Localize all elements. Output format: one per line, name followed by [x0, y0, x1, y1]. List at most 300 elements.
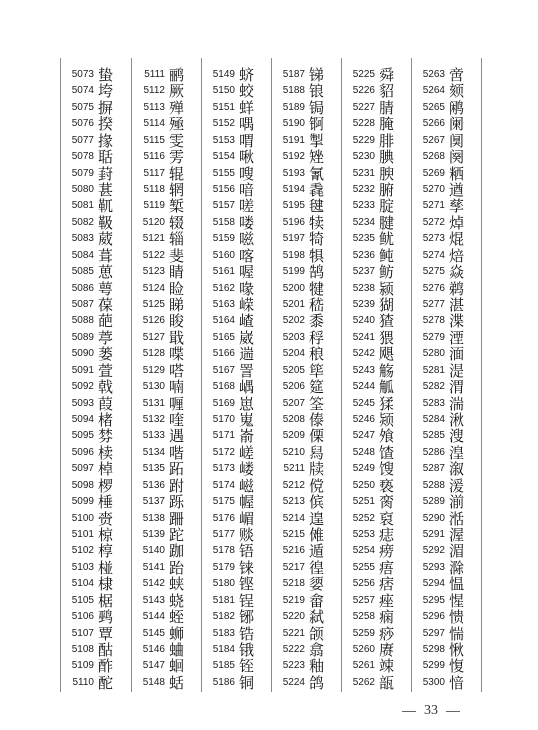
entry-character: 遄 [239, 345, 255, 364]
entry-character: 啾 [239, 148, 255, 167]
entry-number: 5151 [212, 101, 235, 113]
entry-character: 靰 [98, 197, 114, 216]
entry-number: 5255 [352, 561, 375, 573]
entry-number: 5133 [142, 430, 165, 442]
entry-number: 5102 [71, 545, 94, 557]
entry-character: 喙 [239, 279, 255, 298]
entry-number: 5161 [212, 266, 235, 278]
entry-number: 5121 [142, 233, 165, 245]
entry-number: 5179 [212, 561, 235, 573]
entry-character: 蛔 [169, 657, 185, 676]
entry-character: 腱 [379, 213, 395, 232]
entry-number: 5248 [352, 446, 375, 458]
entry-character: 焙 [449, 246, 465, 265]
entry-character: 鱿 [379, 230, 395, 249]
entry-number: 5118 [143, 184, 165, 195]
entry-number: 5127 [142, 331, 165, 343]
entry-number: 5222 [282, 644, 305, 656]
entry-number: 5135 [142, 463, 165, 475]
entry-number: 5204 [282, 348, 305, 360]
entry-character: 蛟 [239, 82, 255, 101]
entry-character: 焜 [449, 230, 465, 249]
entry-character: 嵇 [309, 296, 325, 315]
entry-number: 5129 [142, 364, 165, 376]
entry-character: 赍 [98, 509, 114, 528]
entry-character: 楮 [98, 411, 114, 430]
entry-number: 5149 [212, 69, 235, 80]
entry-character: 睑 [169, 279, 185, 298]
entry-number: 5293 [422, 561, 445, 573]
entry-number: 5261 [352, 660, 375, 672]
entry-number: 5119 [143, 200, 165, 212]
entry-character: 睛 [169, 263, 185, 282]
entry-number: 5154 [212, 151, 235, 163]
entry-number: 5096 [71, 446, 94, 458]
entry-character: 酤 [98, 641, 114, 660]
entry-number: 5099 [71, 496, 94, 508]
entry-number: 5227 [352, 101, 375, 113]
entry-character: 崴 [239, 328, 255, 347]
entry-character: 跗 [169, 476, 185, 495]
entry-character: 嗟 [239, 197, 255, 216]
entry-character: 渭 [449, 378, 465, 397]
entry-number: 5100 [71, 512, 94, 524]
entry-character: 詈 [239, 361, 255, 380]
entry-number: 5299 [422, 660, 445, 672]
entry-number: 5263 [422, 69, 445, 80]
entry-character: 湲 [449, 476, 465, 495]
entry-number: 5211 [283, 463, 305, 475]
table-row [202, 673, 272, 693]
entry-number: 5175 [212, 496, 235, 508]
entry-character: 蛱 [169, 575, 185, 594]
entry-number: 5155 [212, 167, 235, 179]
entry-character: 瓿 [379, 673, 395, 692]
entry-character: 毳 [309, 181, 325, 199]
entry-number: 5117 [143, 167, 165, 179]
entry-number: 5245 [352, 397, 375, 409]
entry-number: 5152 [212, 118, 235, 130]
entry-number: 5131 [142, 397, 165, 409]
entry-number: 5082 [71, 216, 94, 228]
entry-character: 嗞 [239, 230, 255, 249]
entry-number: 5284 [422, 414, 445, 426]
entry-character: 遑 [309, 509, 325, 528]
entry-character: 锆 [239, 624, 255, 643]
entry-number: 5147 [142, 660, 165, 672]
entry-character: 遇 [169, 427, 185, 446]
entry-number: 5273 [422, 233, 445, 245]
entry-character: 铜 [239, 673, 255, 692]
entry-number: 5217 [282, 561, 305, 573]
entry-character: 阑 [449, 115, 465, 134]
table-row [272, 673, 342, 693]
entry-character: 殛 [169, 115, 185, 134]
footer-dash-left [402, 711, 416, 712]
entry-number: 5298 [422, 644, 445, 656]
entry-character: 锇 [239, 641, 255, 660]
entry-character: 湛 [449, 296, 465, 315]
entry-character: 锔 [309, 98, 325, 117]
entry-number: 5205 [282, 364, 305, 376]
entry-character: 摒 [98, 98, 114, 117]
entry-number: 5075 [71, 101, 94, 113]
entry-number: 5191 [282, 134, 305, 146]
character-table [60, 58, 482, 692]
entry-character: 嗖 [239, 164, 255, 183]
entry-number: 5166 [212, 348, 235, 360]
entry-number: 5184 [212, 644, 235, 656]
entry-number: 5197 [282, 233, 305, 245]
table-row [342, 673, 412, 693]
entry-character: 蛲 [169, 591, 185, 610]
entry-number: 5174 [212, 479, 235, 491]
entry-character: 睃 [169, 312, 185, 331]
entry-number: 5260 [352, 644, 375, 656]
entry-character: 垮 [98, 82, 114, 101]
entry-number: 5114 [143, 118, 165, 130]
entry-character: 蛭 [169, 608, 185, 627]
entry-number: 5093 [71, 397, 94, 409]
entry-number: 5264 [422, 85, 445, 97]
entry-number: 5176 [212, 512, 235, 524]
entry-character: 靸 [98, 213, 114, 232]
entry-number: 5266 [422, 118, 445, 130]
entry-character: 喑 [239, 181, 255, 199]
entry-number: 5250 [352, 479, 375, 491]
entry-character: 锑 [309, 66, 325, 84]
entry-character: 鹈 [449, 279, 465, 298]
entry-number: 5083 [71, 233, 94, 245]
entry-number: 5289 [422, 496, 445, 508]
entry-number: 5162 [212, 282, 235, 294]
entry-number: 5232 [352, 184, 375, 195]
entry-character: 葚 [98, 181, 114, 199]
entry-character: 戟 [98, 378, 114, 397]
entry-number: 5079 [71, 167, 94, 179]
entry-character: 惺 [449, 591, 465, 610]
entry-number: 5080 [71, 184, 94, 195]
entry-number: 5190 [282, 118, 305, 130]
entry-number: 5141 [142, 561, 165, 573]
entry-number: 5262 [352, 676, 375, 688]
entry-number: 5203 [282, 331, 305, 343]
entry-number: 5109 [71, 660, 94, 672]
entry-number: 5283 [422, 397, 445, 409]
entry-number: 5189 [282, 101, 305, 113]
entry-character: 棹 [98, 460, 114, 479]
entry-number: 5234 [352, 216, 375, 228]
entry-number: 5275 [422, 266, 445, 278]
entry-character: 猢 [379, 296, 395, 315]
entry-character: 貂 [379, 82, 395, 101]
entry-number: 5218 [282, 578, 305, 590]
entry-character: 酡 [98, 673, 114, 692]
entry-character: 筌 [309, 394, 325, 413]
entry-character: 喽 [239, 213, 255, 232]
entry-character: 愔 [449, 673, 465, 692]
entry-character: 釉 [309, 657, 325, 676]
entry-character: 裒 [379, 509, 395, 528]
entry-number: 5201 [282, 299, 305, 311]
entry-number: 5106 [71, 611, 94, 623]
entry-number: 5112 [143, 85, 165, 97]
entry-character: 酢 [98, 657, 114, 676]
entry-number: 5206 [282, 381, 305, 393]
entry-number: 5199 [282, 266, 305, 278]
entry-number: 5208 [282, 414, 305, 426]
table-column [411, 58, 481, 692]
entry-character: 牍 [309, 460, 325, 479]
entry-number: 5092 [71, 381, 94, 393]
entry-number: 5180 [212, 578, 235, 590]
entry-number: 5279 [422, 331, 445, 343]
entry-character: 铚 [239, 657, 255, 676]
entry-character: 渥 [449, 526, 465, 545]
entry-number: 5085 [71, 266, 94, 278]
entry-number: 5225 [352, 69, 375, 80]
entry-character: 嵎 [239, 378, 255, 397]
entry-number: 5101 [71, 529, 94, 541]
entry-character: 椋 [98, 526, 114, 545]
entry-character: 翕 [309, 641, 325, 660]
entry-number: 5194 [282, 184, 305, 195]
entry-character: 蛞 [169, 673, 185, 692]
entry-number: 5285 [422, 430, 445, 442]
entry-number: 5167 [212, 364, 235, 376]
entry-number: 5150 [212, 85, 235, 97]
entry-character: 稃 [309, 328, 325, 347]
entry-number: 5091 [71, 364, 94, 376]
entry-number: 5170 [212, 414, 235, 426]
entry-number: 5256 [352, 578, 375, 590]
entry-character: 惴 [449, 624, 465, 643]
entry-character: 掣 [309, 131, 325, 150]
entry-character: 颌 [309, 624, 325, 643]
entry-character: 孳 [449, 197, 465, 216]
entry-character: 蛘 [239, 98, 255, 117]
entry-number: 5215 [282, 529, 305, 541]
entry-character: 舄 [309, 443, 325, 462]
entry-number: 5233 [352, 200, 375, 212]
entry-number: 5116 [143, 151, 165, 163]
entry-character: 覃 [98, 624, 114, 643]
entry-number: 5210 [282, 446, 305, 458]
entry-number: 5163 [212, 299, 235, 311]
entry-number: 5226 [352, 85, 375, 97]
entry-character: 腚 [379, 197, 395, 216]
entry-number: 5084 [71, 249, 94, 261]
entry-character: 湎 [449, 345, 465, 364]
entry-number: 5209 [282, 430, 305, 442]
entry-number: 5237 [352, 266, 375, 278]
entry-character: 嗒 [169, 361, 185, 380]
entry-number: 5193 [282, 167, 305, 179]
entry-number: 5258 [352, 611, 375, 623]
entry-number: 5143 [142, 594, 165, 606]
entry-number: 5282 [422, 381, 445, 393]
entry-character: 掾 [98, 131, 114, 150]
entry-character: 愎 [449, 657, 465, 676]
entry-number: 5177 [212, 529, 235, 541]
entry-character: 徨 [309, 558, 325, 577]
entry-character: 雱 [169, 148, 185, 167]
entry-character: 湄 [449, 542, 465, 561]
entry-number: 5212 [282, 479, 305, 491]
page-number: 33 [424, 703, 438, 718]
entry-number: 5236 [352, 249, 375, 261]
entry-number: 5195 [282, 200, 305, 212]
entry-character: 鲂 [379, 263, 395, 282]
entry-number: 5229 [352, 134, 375, 146]
entry-character: 亵 [379, 476, 395, 495]
entry-number: 5294 [422, 578, 445, 590]
entry-character: 稂 [309, 345, 325, 364]
entry-number: 5088 [71, 315, 94, 327]
entry-number: 5115 [143, 134, 165, 146]
entry-character: 葑 [98, 164, 114, 183]
entry-number: 5183 [212, 627, 235, 639]
entry-character: 焯 [449, 213, 465, 232]
entry-number: 5249 [352, 463, 375, 475]
entry-character: 鹇 [449, 98, 465, 117]
entry-character: 氰 [309, 164, 325, 183]
entry-character: 葺 [98, 246, 114, 265]
entry-number: 5142 [142, 578, 165, 590]
entry-character: 粞 [449, 164, 465, 183]
entry-character: 湮 [449, 328, 465, 347]
entry-character: 鹂 [169, 66, 185, 84]
entry-character: 葩 [98, 312, 114, 331]
entry-number: 5120 [142, 216, 165, 228]
entry-number: 5113 [143, 101, 165, 113]
entry-number: 5274 [422, 249, 445, 261]
entry-character: 厥 [169, 82, 185, 101]
entry-character: 痤 [379, 591, 395, 610]
entry-character: 傧 [309, 493, 325, 512]
entry-character: 跏 [169, 542, 185, 561]
entry-character: 铼 [239, 558, 255, 577]
entry-character: 萱 [98, 361, 114, 380]
entry-character: 愀 [449, 641, 465, 660]
entry-character: 湫 [449, 411, 465, 430]
entry-character: 崽 [239, 394, 255, 413]
entry-character: 傣 [309, 411, 325, 430]
entry-number: 5087 [71, 299, 94, 311]
entry-number: 5095 [71, 430, 94, 442]
entry-character: 葆 [98, 296, 114, 315]
entry-number: 5235 [352, 233, 375, 245]
entry-number: 5276 [422, 282, 445, 294]
entry-character: 跎 [169, 526, 185, 545]
entry-character: 犄 [309, 230, 325, 249]
entry-character: 渫 [449, 312, 465, 331]
entry-character: 葭 [98, 394, 114, 413]
entry-number: 5228 [352, 118, 375, 130]
entry-character: 鹄 [309, 263, 325, 282]
entry-number: 5242 [352, 348, 375, 360]
entry-character: 椟 [98, 443, 114, 462]
entry-character: 跞 [169, 493, 185, 512]
entry-number: 5186 [212, 676, 235, 688]
entry-character: 腓 [379, 131, 395, 150]
entry-character: 痞 [379, 575, 395, 594]
entry-number: 5230 [352, 151, 375, 163]
entry-character: 鸽 [309, 673, 325, 692]
table-column [201, 58, 271, 692]
entry-character: 赕 [239, 526, 255, 545]
entry-character: 嵖 [239, 312, 255, 331]
entry-character: 辎 [169, 230, 185, 249]
entry-character: 矬 [309, 148, 325, 167]
entry-character: 喃 [169, 378, 185, 397]
entry-number: 5158 [212, 216, 235, 228]
entry-number: 5238 [352, 282, 375, 294]
entry-number: 5081 [71, 200, 94, 212]
entry-number: 5252 [352, 512, 375, 524]
entry-character: 鲀 [379, 246, 395, 265]
entry-number: 5164 [212, 315, 235, 327]
entry-number: 5246 [352, 414, 375, 426]
entry-number: 5278 [422, 315, 445, 327]
entry-character: 傩 [309, 526, 325, 545]
entry-number: 5287 [422, 463, 445, 475]
entry-character: 嵫 [239, 476, 255, 495]
entry-character: 椠 [169, 197, 185, 216]
entry-number: 5223 [282, 660, 305, 672]
entry-number: 5182 [212, 611, 235, 623]
entry-number: 5171 [212, 430, 235, 442]
entry-number: 5097 [71, 463, 94, 475]
entry-number: 5132 [142, 414, 165, 426]
entry-character: 湜 [449, 361, 465, 380]
entry-character: 蛳 [169, 624, 185, 643]
entry-number: 5108 [71, 644, 94, 656]
entry-character: 溆 [449, 460, 465, 479]
entry-character: 愠 [449, 575, 465, 594]
entry-number: 5188 [282, 85, 305, 97]
entry-character: 腴 [379, 164, 395, 183]
entry-character: 湍 [449, 394, 465, 413]
entry-number: 5239 [352, 299, 375, 311]
entry-number: 5122 [142, 249, 165, 261]
entry-number: 5290 [422, 512, 445, 524]
entry-character: 喹 [169, 411, 185, 430]
entry-character: 殚 [169, 98, 185, 117]
entry-number: 5196 [282, 216, 305, 228]
entry-number: 5136 [142, 479, 165, 491]
entry-character: 喟 [239, 131, 255, 150]
entry-character: 湔 [449, 493, 465, 512]
entry-character: 猥 [379, 328, 395, 347]
entry-character: 遒 [449, 181, 465, 199]
entry-character: 蒌 [98, 345, 114, 364]
entry-number: 5297 [422, 627, 445, 639]
entry-number: 5145 [142, 627, 165, 639]
entry-character: 嵝 [239, 460, 255, 479]
entry-character: 喁 [239, 115, 255, 134]
entry-number: 5125 [142, 299, 165, 311]
entry-character: 竦 [379, 657, 395, 676]
entry-number: 5221 [282, 627, 305, 639]
entry-character: 辋 [169, 181, 185, 199]
entry-character: 痫 [379, 608, 395, 627]
entry-number: 5146 [142, 644, 165, 656]
entry-character: 觚 [379, 378, 395, 397]
table-row [132, 673, 202, 693]
entry-number: 5128 [142, 348, 165, 360]
entry-character: 颎 [379, 411, 395, 430]
